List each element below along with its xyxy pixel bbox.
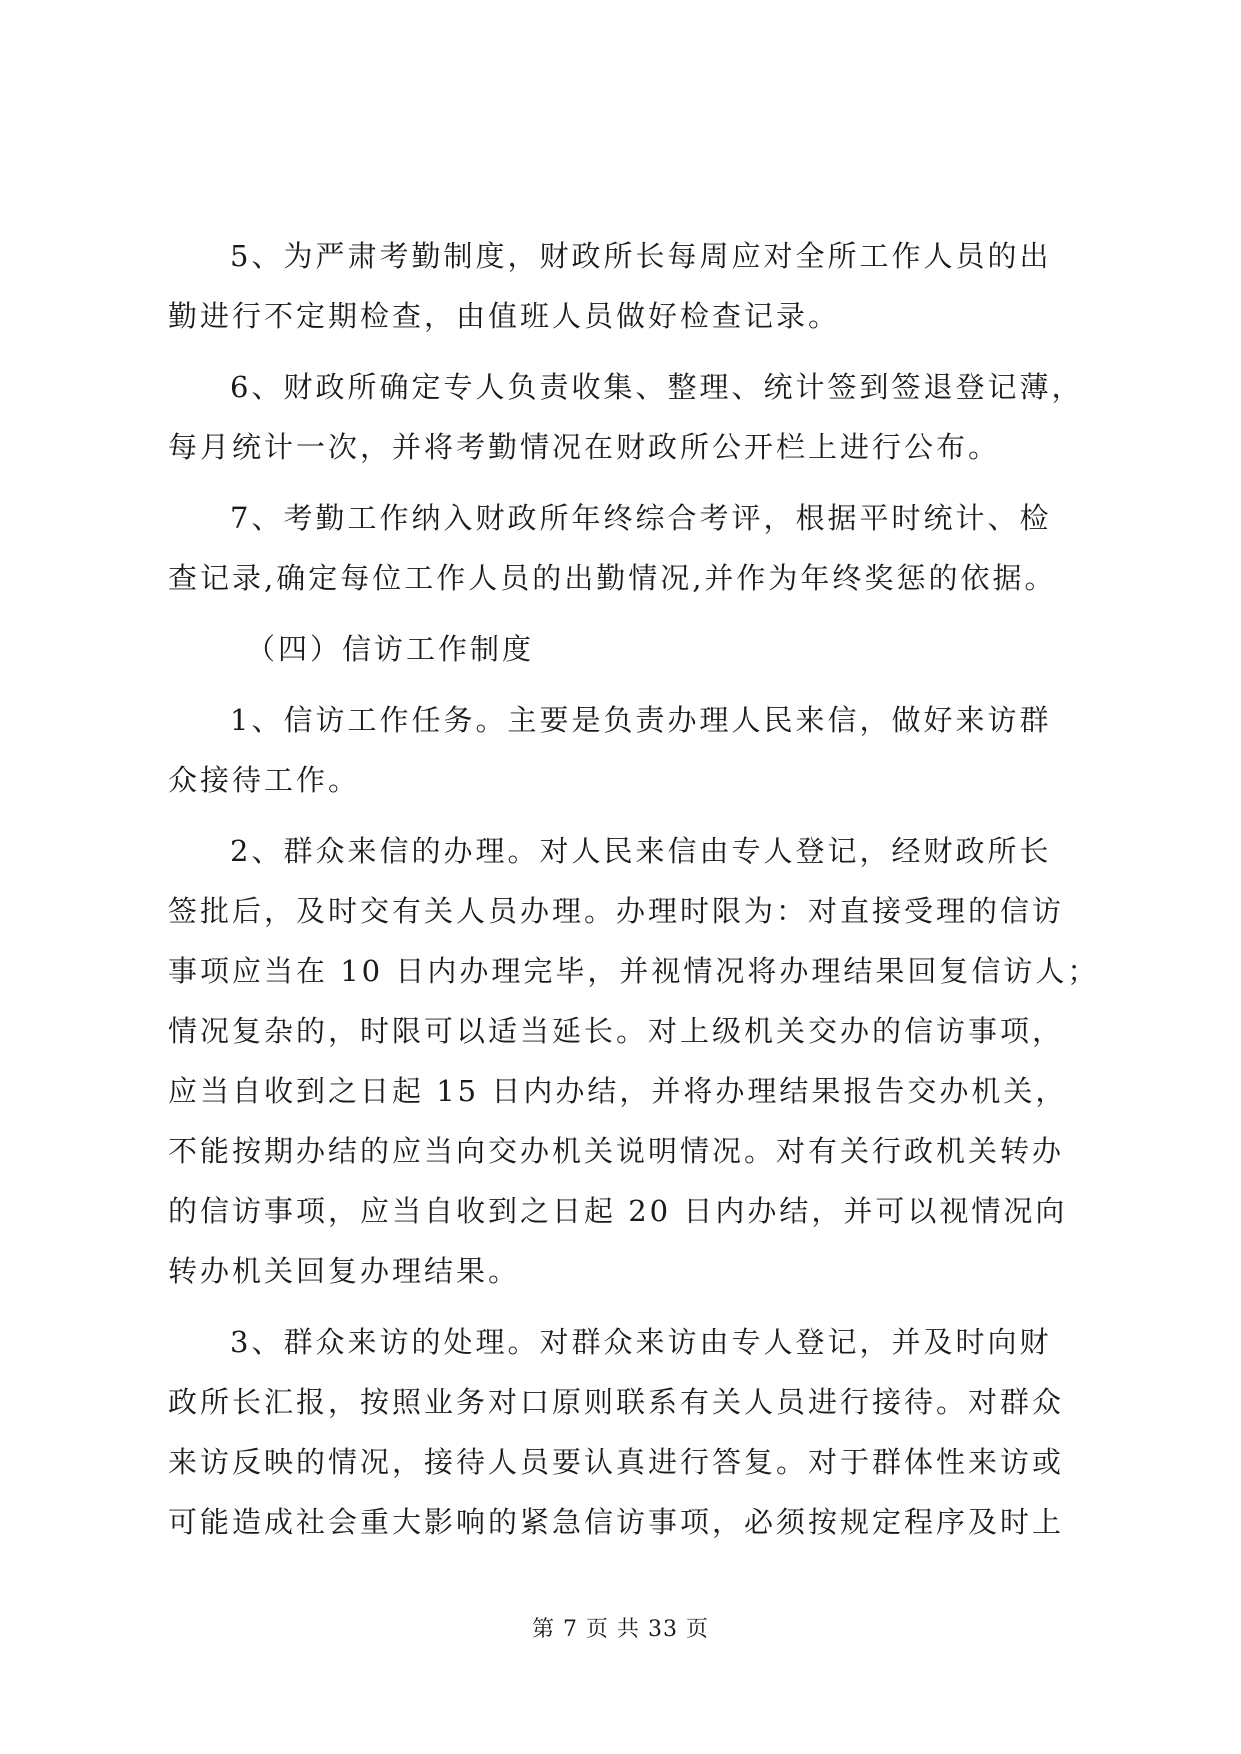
text-line: 政所长汇报，按照业务对口原则联系有关人员进行接待。对群众 xyxy=(168,1385,1065,1419)
text-line: 应当自收到之日起 15 日内办结，并将办理结果报告交办机关， xyxy=(168,1074,1068,1108)
text-line: 5、为严肃考勤制度，财政所长每周应对全所工作人员的出 xyxy=(230,239,1052,273)
section-heading-petition xyxy=(168,619,1084,679)
text-line: 2、群众来信的办理。对人民来信由专人登记，经财政所长 xyxy=(230,834,1052,868)
text-line: 7、考勤工作纳入财政所年终综合考评，根据平时统计、检 xyxy=(230,501,1052,535)
text-line: 每月统计一次，并将考勤情况在财政所公开栏上进行公布。 xyxy=(168,430,1001,464)
paragraph-attendance-7 xyxy=(168,488,1084,608)
page-footer xyxy=(0,1612,1241,1643)
text-line: 1、信访工作任务。主要是负责办理人民来信，做好来访群 xyxy=(230,703,1052,737)
paragraph-attendance-6 xyxy=(168,357,1084,477)
paragraph-petition-2 xyxy=(168,821,1100,1301)
section-heading: （四）信访工作制度 xyxy=(246,632,535,666)
text-line: 勤进行不定期检查，由值班人员做好检查记录。 xyxy=(168,299,841,333)
text-line: 事项应当在 10 日内办理完毕，并视情况将办理结果回复信访人； xyxy=(168,954,1100,988)
text-line: 转办机关回复办理结果。 xyxy=(168,1254,521,1288)
paragraph-attendance-5 xyxy=(168,226,1084,346)
paragraph-petition-3 xyxy=(168,1312,1084,1552)
paragraph-petition-1 xyxy=(168,690,1084,810)
text-line: 来访反映的情况，接待人员要认真进行答复。对于群体性来访或 xyxy=(168,1445,1065,1479)
text-line: 众接待工作。 xyxy=(168,763,361,797)
text-line: 的信访事项，应当自收到之日起 20 日内办结，并可以视情况向 xyxy=(168,1194,1068,1228)
page-number: 第 7 页 共 33 页 xyxy=(532,1617,709,1642)
text-line: 6、财政所确定专人负责收集、整理、统计签到签退登记薄， xyxy=(230,370,1084,404)
text-line: 可能造成社会重大影响的紧急信访事项，必须按规定程序及时上 xyxy=(168,1505,1065,1539)
text-line: 查记录,确定每位工作人员的出勤情况,并作为年终奖惩的依据。 xyxy=(168,561,1057,595)
text-line: 3、群众来访的处理。对群众来访由专人登记，并及时向财 xyxy=(230,1325,1052,1359)
text-line: 情况复杂的，时限可以适当延长。对上级机关交办的信访事项， xyxy=(168,1014,1065,1048)
text-line: 不能按期办结的应当向交办机关说明情况。对有关行政机关转办 xyxy=(168,1134,1065,1168)
document-body xyxy=(168,226,1100,1552)
text-line: 签批后，及时交有关人员办理。办理时限为：对直接受理的信访 xyxy=(168,894,1065,928)
